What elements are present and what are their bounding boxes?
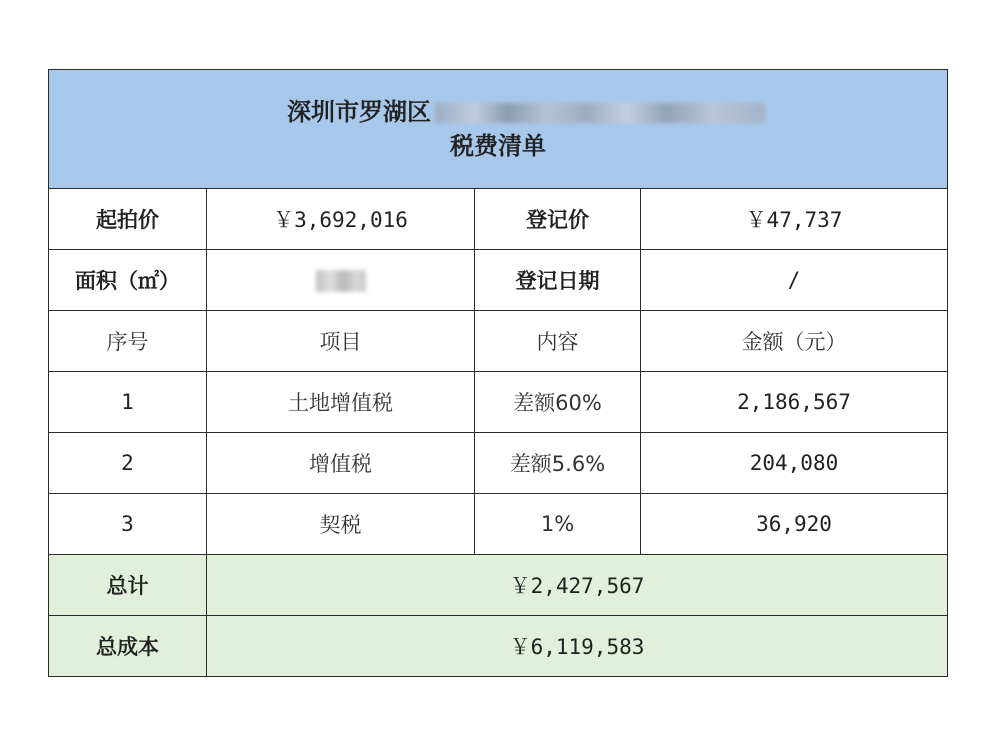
row-amount: 2,186,567 (641, 372, 948, 433)
redacted-area-blur (316, 270, 366, 292)
header-amount: 金额（元） (641, 311, 948, 372)
header-no: 序号 (49, 311, 207, 372)
area-value (207, 250, 475, 311)
table-row (49, 189, 948, 250)
header-row (49, 311, 948, 372)
row-item: 增值税 (207, 433, 475, 494)
start-price-label: 起拍价 (49, 189, 207, 250)
reg-price-value: ￥47,737 (641, 189, 948, 250)
row-content: 1% (475, 494, 641, 555)
total-label: 总计 (49, 555, 207, 616)
row-no: 3 (49, 494, 207, 555)
total-row (49, 555, 948, 616)
table-row (49, 372, 948, 433)
table-row (49, 250, 948, 311)
total-cost-value: ￥6,119,583 (207, 616, 948, 677)
row-amount: 36,920 (641, 494, 948, 555)
tax-fee-table (48, 69, 948, 677)
row-no: 2 (49, 433, 207, 494)
reg-date-value: / (641, 250, 948, 311)
title-line-1 (287, 95, 765, 129)
reg-price-label: 登记价 (475, 189, 641, 250)
title-row (49, 70, 948, 189)
table-title (49, 70, 948, 189)
title-subtitle: 税费清单 (450, 132, 546, 160)
redacted-address-blur (435, 103, 765, 123)
table-row (49, 494, 948, 555)
reg-date-label: 登记日期 (475, 250, 641, 311)
header-content: 内容 (475, 311, 641, 372)
row-amount: 204,080 (641, 433, 948, 494)
row-item: 土地增值税 (207, 372, 475, 433)
header-item: 项目 (207, 311, 475, 372)
total-cost-label: 总成本 (49, 616, 207, 677)
table-row (49, 433, 948, 494)
row-no: 1 (49, 372, 207, 433)
start-price-value: ￥3,692,016 (207, 189, 475, 250)
area-label: 面积（㎡） (49, 250, 207, 311)
title-district: 深圳市罗湖区 (287, 98, 431, 126)
row-content: 差额5.6% (475, 433, 641, 494)
row-item: 契税 (207, 494, 475, 555)
total-value: ￥2,427,567 (207, 555, 948, 616)
total-cost-row (49, 616, 948, 677)
row-content: 差额60% (475, 372, 641, 433)
